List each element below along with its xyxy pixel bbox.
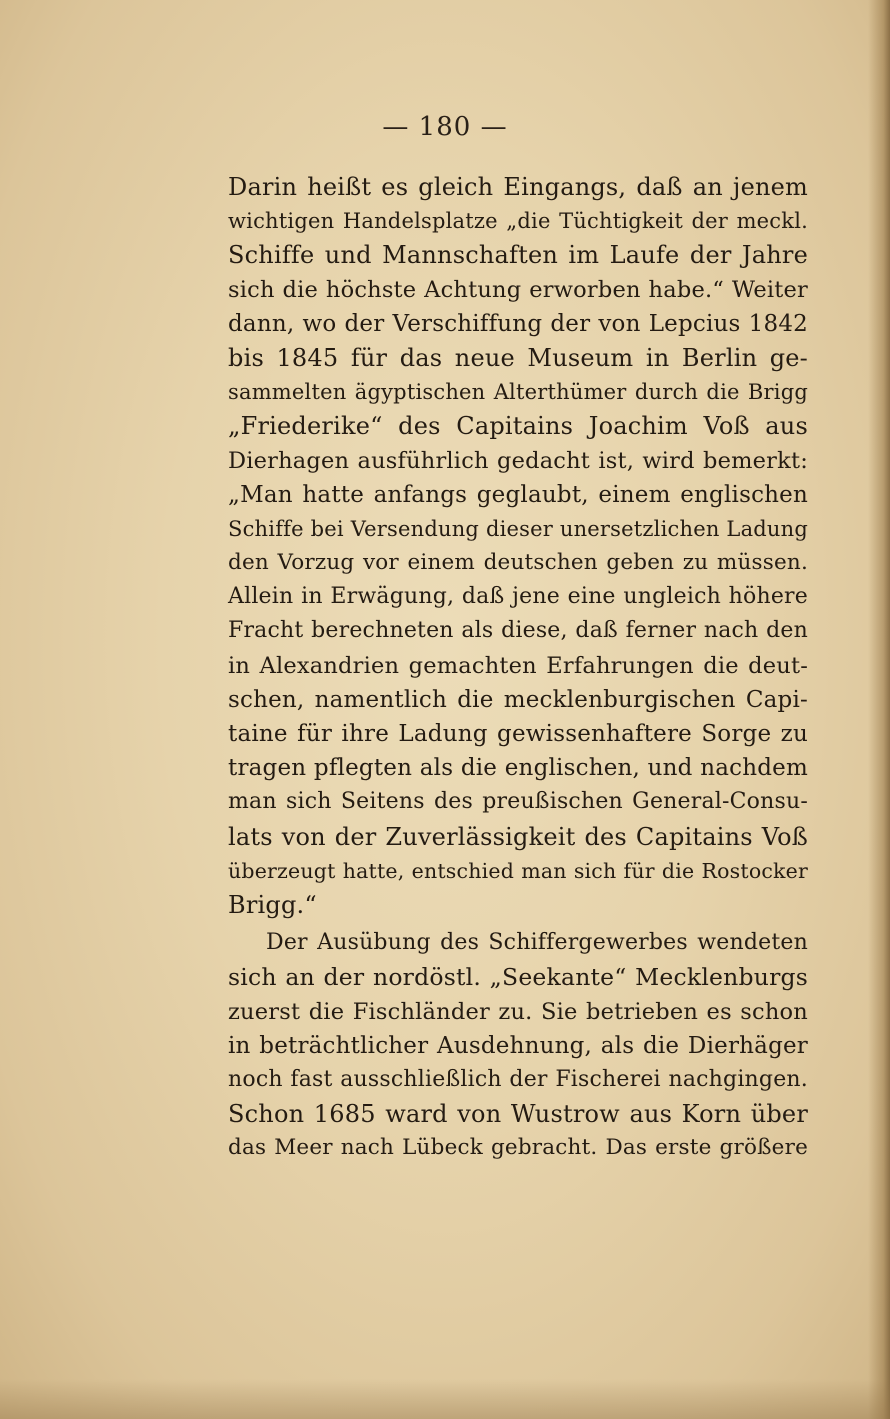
text-line: taine für ihre Ladung gewissenhaftere Sorge zu <box>228 721 808 747</box>
text-line: bis 1845 für das neue Museum in Berlin ge- <box>228 343 808 372</box>
page-edge-shadow <box>868 0 890 1419</box>
text-line: dann, wo der Verschiffung der von Lepcius 1842 <box>228 310 808 337</box>
text-line: „Man hatte anfangs geglaubt, einem englischen <box>228 481 808 508</box>
text-line: tragen pflegten als die englischen, und nachdem <box>228 755 808 782</box>
text-line: „Friederike“ des Capitains Joachim Voß aus <box>228 412 808 441</box>
text-line: lats von der Zuverlässigkeit des Capitains Voß <box>228 822 808 851</box>
text-line: Fracht berechneten als diese, daß ferner nach den <box>228 618 808 644</box>
text-line: das Meer nach Lübeck gebracht. Das erste größere <box>228 1135 808 1161</box>
page-number: — 180 — <box>382 112 508 142</box>
text-line: Schiffe bei Versendung dieser unersetzlichen Ladung <box>228 516 809 541</box>
text-line: Der Ausübung des Schiffergewerbes wendeten <box>266 930 808 956</box>
text-line: Schon 1685 ward von Wustrow aus Korn über <box>228 1100 808 1129</box>
text-line: noch fast ausschließlich der Fischerei nachgingen. <box>228 1066 808 1092</box>
text-line: schen, namentlich die mecklenburgischen Capi- <box>228 686 808 713</box>
text-line: Dierhagen ausführlich gedacht ist, wird bemerkt: <box>228 447 808 474</box>
text-line: Schiffe und Mannschaften im Laufe der Jahre <box>228 241 808 270</box>
text-line: Darin heißt es gleich Eingangs, daß an jenem <box>228 173 808 201</box>
paragraph-2 <box>228 926 808 1165</box>
text-line: Brigg.“ <box>228 890 317 919</box>
text-line: in beträchtlicher Ausdehnung, als die Dierhäger <box>228 1032 808 1059</box>
text-line: den Vorzug vor einem deutschen geben zu müssen. <box>228 550 808 576</box>
text-line: in Alexandrien gemachten Erfahrungen die deut- <box>228 652 808 679</box>
text-line: man sich Seitens des preußischen General-Consu- <box>228 789 808 815</box>
text-line: sammelten ägyptischen Alterthümer durch die Brigg <box>228 380 808 405</box>
body-text <box>228 170 808 1165</box>
text-line: sich die höchste Achtung erworben habe.“ Weiter <box>228 276 808 303</box>
text-line: wichtigen Handelsplatze „die Tüchtigkeit der meckl. <box>228 209 808 234</box>
text-line: sich an der nordöstl. „Seekante“ Mecklenburgs <box>228 963 808 992</box>
text-line: zuerst die Fischländer zu. Sie betrieben es schon <box>228 998 808 1025</box>
paragraph-1 <box>228 170 808 922</box>
text-line: Allein in Erwägung, daß jene eine ungleich höhere <box>228 584 808 610</box>
page-bottom-shadow <box>0 1379 890 1419</box>
text-line: überzeugt hatte, entschied man sich für die Rostocker <box>228 858 808 883</box>
